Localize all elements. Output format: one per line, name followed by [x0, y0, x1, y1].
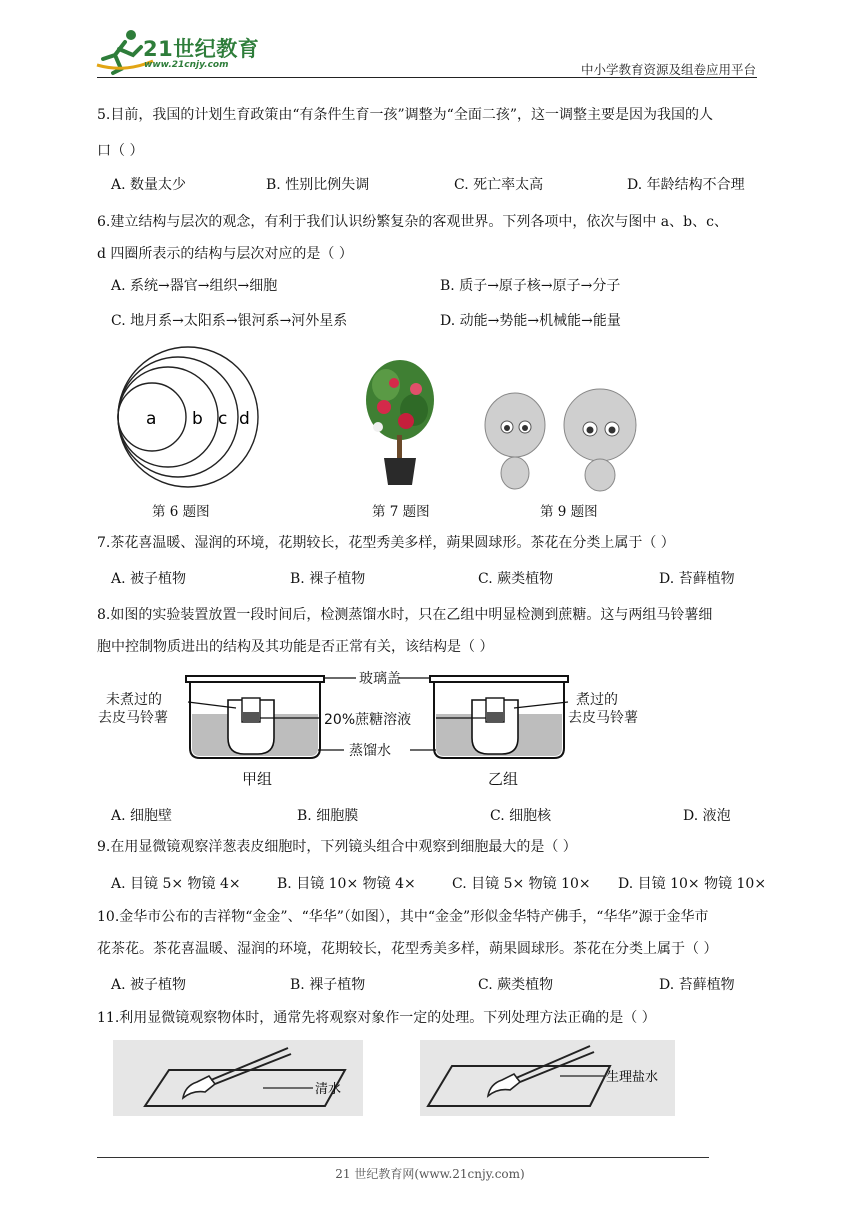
option-a: A. 细胞壁 [111, 808, 173, 824]
option-c: C. 蕨类植物 [478, 571, 554, 587]
option-d: D. 年龄结构不合理 [627, 177, 745, 193]
option-a: A. 目镜 5× 物镜 4× [111, 876, 241, 892]
question-text: 5.目前，我国的计划生育政策由“有条件生育一孩”调整为“全面二孩”，这一调整主要是因为我国的人 [97, 107, 713, 123]
slide-saline-image [420, 1040, 675, 1116]
option-b: B. 裸子植物 [290, 977, 366, 993]
option-a: A. 系统→器官→组织→细胞 [111, 278, 278, 294]
option-b: B. 目镜 10× 物镜 4× [277, 876, 416, 892]
slide-water-image [113, 1040, 363, 1116]
question-10 [97, 902, 767, 964]
label-saline: 生理盐水 [606, 1070, 659, 1085]
option-b: B. 细胞膜 [297, 808, 359, 824]
camellia-plant-image [360, 355, 440, 490]
header-divider [97, 77, 757, 78]
label-group-b: 乙组 [488, 770, 519, 788]
label-sugar-solution: 20%蔗糖溶液 [324, 712, 412, 728]
question-text: 花茶花。茶花喜温暖、湿润的环境，花期较长，花型秀美多样，蒴果圆球形。茶花在分类上属于（ ） [97, 941, 718, 957]
question-text: d 四圈所表示的结构与层次对应的是（ ） [97, 246, 353, 262]
option-c: C. 蕨类植物 [478, 977, 554, 993]
question-text: 8.如图的实验装置放置一段时间后，检测蒸馏水时，只在乙组中明显检测到蔗糖。这与两组马铃薯细 [97, 607, 713, 623]
option-d: D. 目镜 10× 物镜 10× [618, 876, 767, 892]
option-a: A. 被子植物 [111, 977, 187, 993]
question-text: 7.茶花喜温暖、湿润的环境，花期较长，花型秀美多样，蒴果圆球形。茶花在分类上属于（ ） [97, 535, 675, 551]
option-b: B. 裸子植物 [290, 571, 366, 587]
question-6 [97, 207, 767, 269]
question-text: 9.在用显微镜观察洋葱表皮细胞时，下列镜头组合中观察到细胞最大的是（ ） [97, 839, 577, 855]
circle-label-d: d [239, 409, 250, 429]
option-d: D. 苔藓植物 [659, 977, 735, 993]
question-text: 10.金华市公布的吉祥物“金金”、“华华”（如图），其中“金金”形似金华特产佛手，“华华”源于金华市 [97, 909, 709, 925]
label-glass-lid: 玻璃盖 [359, 671, 401, 687]
figure-caption-7: 第 7 题图 [372, 504, 430, 520]
question-text: 6.建立结构与层次的观念，有利于我们认识纷繁复杂的客观世界。下列各项中，依次与图中 a、b、c、 [97, 214, 728, 230]
question-11 [97, 1003, 767, 1033]
question-7 [97, 528, 767, 558]
footer-link[interactable]: 21 世纪教育网(www.21cnjy.com) [335, 1167, 525, 1181]
option-c: C. 细胞核 [490, 808, 552, 824]
option-a: A. 被子植物 [111, 571, 187, 587]
label-unboiled: 未煮过的 [106, 692, 162, 708]
label-unboiled-potato: 去皮马铃薯 [98, 710, 168, 726]
option-d: D. 动能→势能→机械能→能量 [440, 313, 621, 329]
label-boiled-potato: 去皮马铃薯 [568, 710, 638, 726]
potato-experiment-diagram [98, 668, 668, 792]
question-8 [97, 600, 767, 662]
question-text: 11.利用显微镜观察物体时，通常先将观察对象作一定的处理。下列处理方法正确的是（ ） [97, 1010, 656, 1026]
label-boiled: 煮过的 [576, 692, 618, 708]
option-c: C. 死亡率太高 [454, 177, 544, 193]
option-c: C. 目镜 5× 物镜 10× [452, 876, 591, 892]
option-c: C. 地月系→太阳系→银河系→河外星系 [111, 313, 348, 329]
question-text: 口（ ） [97, 143, 144, 159]
option-d: D. 苔藓植物 [659, 571, 735, 587]
figure-caption-9: 第 9 题图 [540, 504, 598, 520]
option-b: B. 性别比例失调 [266, 177, 370, 193]
option-b: B. 质子→原子核→原子→分子 [440, 278, 621, 294]
platform-title: 中小学教育资源及组卷应用平台 [580, 62, 756, 77]
circle-label-c: c [218, 409, 228, 429]
circle-label-b: b [192, 409, 203, 429]
label-group-a: 甲组 [242, 770, 273, 788]
label-distilled-water: 蒸馏水 [349, 743, 391, 759]
question-text: 胞中控制物质进出的结构及其功能是否正常有关，该结构是（ ） [97, 639, 494, 655]
nested-circles-figure [108, 345, 268, 490]
mascot-figure [475, 385, 655, 495]
option-a: A. 数量太少 [111, 177, 187, 193]
logo-url: www.21cnjy.com [144, 60, 229, 70]
footer-divider [97, 1157, 709, 1158]
figure-caption-6: 第 6 题图 [152, 504, 210, 520]
option-d: D. 液泡 [683, 808, 731, 824]
question-9 [97, 832, 767, 862]
label-water: 清水 [315, 1082, 342, 1097]
question-5 [97, 100, 767, 166]
circle-label-a: a [146, 409, 157, 429]
logo-text: 21世纪教育 [143, 37, 260, 61]
